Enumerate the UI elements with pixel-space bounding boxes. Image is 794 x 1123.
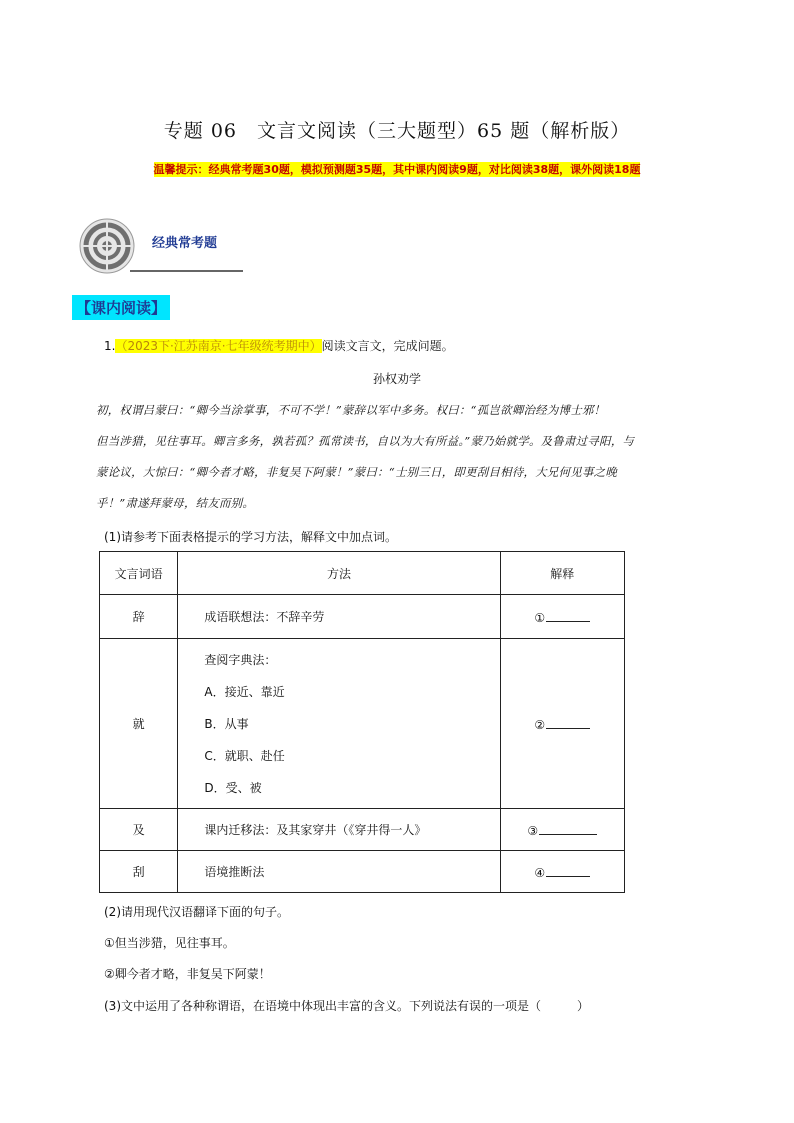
- method-table: [99, 551, 625, 893]
- passage-line: 乎！”肃遂拜蒙母，结友而别。: [96, 496, 255, 510]
- dictionary-option: B．从事: [204, 716, 249, 731]
- question-1-header: [104, 337, 454, 354]
- question-prompt: 阅读文言文，完成问题。: [321, 339, 454, 353]
- answer-marker: ④: [534, 865, 546, 880]
- answer-marker: ③: [527, 823, 539, 838]
- table-cell-answer: [500, 851, 624, 893]
- table-cell-method: 成语联想法：不辞辛劳: [178, 595, 500, 639]
- method-title: 查阅字典法：: [204, 652, 277, 667]
- tip-part: 温馨提示：经典常考题: [153, 163, 264, 176]
- sub-question-3: (3)文中运用了各种称谓语，在语境中体现出丰富的含义。下列说法有误的一项是（ ）: [104, 999, 590, 1013]
- table-row: [100, 851, 625, 893]
- tip-part: 题，课外阅读: [548, 163, 615, 176]
- tip-part: 题，对比阅读: [466, 163, 533, 176]
- question-source: （2023下·江苏南京·七年级统考期中）: [115, 339, 322, 353]
- table-row: [100, 809, 625, 851]
- dictionary-option: C．就职、赴任: [204, 748, 285, 763]
- table-cell-method: 课内迁移法：及其家穿井（《穿井得一人》: [178, 809, 500, 851]
- table-cell-answer: [500, 595, 624, 639]
- tip-count: 30: [263, 163, 279, 176]
- translation-item: ①但当涉猎，见往事耳。: [104, 936, 235, 950]
- table-header-row: [100, 552, 625, 595]
- table-cell-word: 就: [100, 639, 178, 809]
- table-row: [100, 595, 625, 639]
- table-header: 解释: [500, 552, 624, 595]
- table-cell-word: 辞: [100, 595, 178, 639]
- tip-count: 38: [532, 163, 549, 176]
- dictionary-option: A．接近、靠近: [204, 684, 285, 699]
- table-header: 方法: [178, 552, 500, 595]
- table-cell-method: 语境推断法: [178, 851, 500, 893]
- document-title: 专题 06 文言文阅读（三大题型）65 题（解析版）: [163, 120, 631, 142]
- sub-question-1: (1)请参考下面表格提示的学习方法，解释文中加点词。: [104, 530, 398, 544]
- table-row: [100, 639, 625, 809]
- tip-part: 题: [629, 163, 641, 176]
- table-cell-answer: [500, 809, 624, 851]
- table-header: 文言词语: [100, 552, 178, 595]
- dictionary-option: D．受、被: [204, 780, 262, 795]
- question-number: 1.: [104, 339, 116, 353]
- category-badge: 【课内阅读】: [72, 295, 170, 320]
- answer-blank[interactable]: [546, 716, 590, 729]
- tip-part: 题，模拟预测题: [278, 163, 356, 176]
- tip-part: 题，其中课内阅读: [371, 163, 460, 176]
- passage-title: 孙权劝学: [372, 372, 421, 386]
- passage-line: 但当涉猎，见往事耳。卿言多务，孰若孤？孤常读书，自以为大有所益。”蒙乃始就学。及鲁肃过寻阳，与: [96, 434, 635, 448]
- answer-marker: ①: [534, 610, 546, 625]
- tip-count: 18: [614, 163, 630, 176]
- table-cell-answer: [500, 639, 624, 809]
- answer-marker: ②: [534, 717, 546, 732]
- passage-line: 初，权谓吕蒙曰：“卿今当涂掌事，不可不学！”蒙辞以军中多务。权曰：“孤岂欲卿治经为博士邪！: [96, 403, 606, 417]
- section-title: 经典常考题: [152, 236, 218, 251]
- answer-blank[interactable]: [539, 822, 597, 835]
- tip-count: 9: [459, 163, 467, 176]
- target-icon: [78, 217, 136, 275]
- table-cell-word: 刮: [100, 851, 178, 893]
- answer-blank[interactable]: [546, 609, 590, 622]
- table-cell-word: 及: [100, 809, 178, 851]
- tip-count: 35: [355, 163, 372, 176]
- translation-item: ②卿今者才略，非复吴下阿蒙！: [104, 967, 271, 981]
- sub-question-2: (2)请用现代汉语翻译下面的句子。: [104, 905, 289, 919]
- passage-line: 蒙论议，大惊曰：“卿今者才略，非复吴下阿蒙！”蒙曰：“士别三日，即更刮目相待，大兄何见事之晚: [96, 465, 618, 479]
- table-cell-method: [178, 639, 500, 809]
- section-divider: [130, 270, 243, 272]
- tip-line: [0, 161, 794, 177]
- answer-blank[interactable]: [546, 864, 590, 877]
